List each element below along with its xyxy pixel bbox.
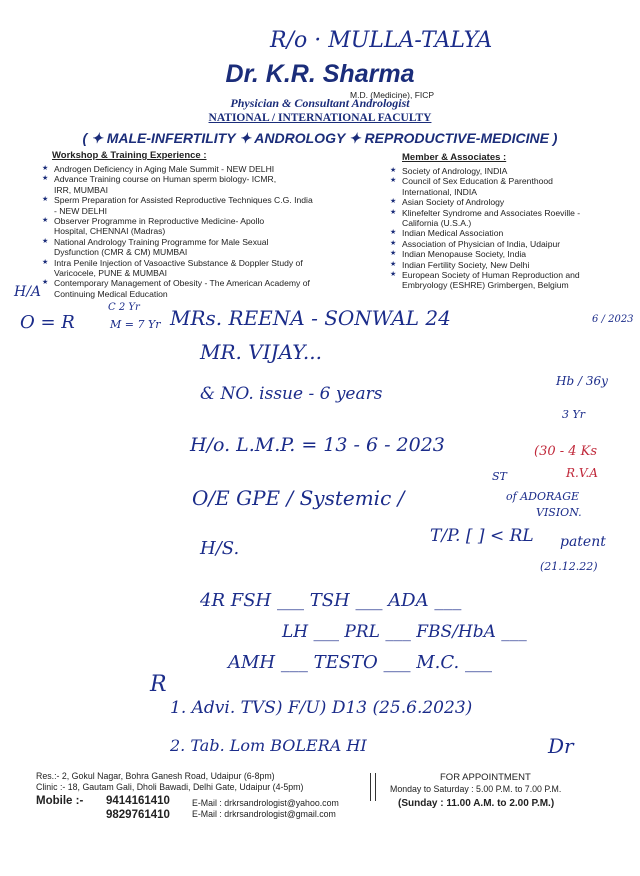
list-item: ★ Sperm Preparation for Assisted Reproductive Techniques C.G. India - NEW DELHI [42, 195, 314, 216]
handwritten-residence: R/o · MULLA-TALYA [270, 28, 493, 53]
handwritten-hs: H/S. [200, 538, 240, 559]
footer-email2: E-Mail : drkrsandrologist@gmail.com [192, 809, 336, 819]
memberships-section [402, 152, 632, 291]
specialties-banner: ( ✦ MALE-INFERTILITY ✦ ANDROLOGY ✦ REPRODUCTIVE-MEDICINE ) [82, 130, 558, 146]
handwritten-ofr: O = R [20, 312, 75, 333]
list-item: ★ Advance Training course on Human sperm biology- ICMR, IRR, MUMBAI [42, 174, 284, 195]
doctor-role: Physician & Consultant Andrologist [230, 96, 410, 110]
handwritten-hia: H/A [14, 284, 42, 300]
list-item: ★ National Andrology Training Programme for Male Sexual Dysfunction (CMR & CM) MUMBAI [42, 237, 314, 258]
list-item: ★ Asian Society of Andrology [390, 197, 632, 207]
handwritten-tab: 2. Tab. Lom BOLERA HI [170, 736, 367, 755]
handwritten-lmp: H/o. L.M.P. = 13 - 6 - 2023 [190, 434, 445, 456]
memberships-list [390, 166, 632, 291]
list-item: ★ Intra Penile Injection of Vasoactive Substance & Doppler Study of Varicocele, PUNE & MUMBAI [42, 258, 324, 279]
memberships-heading: Member & Associates : [402, 152, 507, 163]
doctor-name: Dr. K.R. Sharma [225, 60, 415, 88]
handwritten-signature: Dr [548, 734, 574, 758]
handwritten-rx: R [150, 672, 167, 697]
workshops-list [42, 164, 372, 299]
handwritten-hb2: 3 Yr [562, 408, 586, 421]
footer-email1: E-Mail : drkrsandrologist@yahoo.com [192, 798, 339, 808]
appointment-sunday: (Sunday : 11.00 A.M. to 2.00 P.M.) [398, 798, 555, 809]
handwritten-tpt: T/P. [ ] < RL [430, 526, 534, 546]
list-item: ★ Indian Menopause Society, India [390, 249, 632, 259]
list-item: ★ Contemporary Management of Obesity - The American Academy of Continuing Medical Education [42, 278, 314, 299]
handwritten-date1: 6 / 2023 [592, 314, 634, 325]
handwritten-complaint: & NO. issue - 6 years [200, 384, 383, 404]
list-item: ★ Indian Medical Association [390, 228, 632, 238]
handwritten-hb: Hb / 36y [556, 374, 608, 388]
appointment-heading: FOR APPOINTMENT [440, 772, 531, 783]
list-item: ★ Observer Programme in Reproductive Medicine- Apollo Hospital, CHENNAI (Madras) [42, 216, 284, 237]
workshops-heading: Workshop & Training Experience : [52, 150, 207, 161]
footer-mobile1: 9414161410 [106, 795, 170, 807]
handwritten-adorage: of ADORAGE [506, 490, 580, 503]
handwritten-lh: LH ___ PRL ___ FBS/HbA ___ [282, 622, 527, 642]
list-item: ★ Society of Andrology, INDIA [390, 166, 632, 176]
handwritten-vision: VISION. [536, 506, 582, 519]
handwritten-m: M = 7 Yr [110, 318, 161, 331]
handwritten-patient: MRs. REENA - SONWAL 24 [170, 306, 451, 330]
handwritten-cycle: (30 - 4 Ks [534, 444, 598, 459]
handwritten-oe: O/E GPE / Systemic / [192, 486, 405, 510]
footer-mobile-label: Mobile :- [36, 795, 84, 807]
workshops-section [52, 150, 372, 299]
appointment-weekdays: Monday to Saturday : 5.00 P.M. to 7.00 P.M. [390, 784, 562, 794]
faculty-line: NATIONAL / INTERNATIONAL FACULTY [208, 112, 432, 124]
doctor-degrees: M.D. (Medicine), FICP [350, 90, 435, 100]
list-item: ★ Council of Sex Education & Parenthood International, INDIA [390, 176, 572, 197]
footer-mobile2: 9829761410 [106, 809, 170, 821]
handwritten-rva: R.V.A [566, 466, 598, 480]
list-item: ★ Androgen Deficiency in Aging Male Summit - NEW DELHI [42, 164, 372, 174]
list-item: ★ Association of Physician of India, Udaipur [390, 239, 632, 249]
handwritten-amh: AMH ___ TESTO ___ M.C. ___ [228, 652, 492, 673]
handwritten-c2: C 2 Yr [108, 302, 140, 313]
handwritten-patent: patent [560, 534, 606, 550]
handwritten-pdate: (21.12.22) [540, 560, 598, 573]
footer-divider [370, 773, 376, 801]
handwritten-st: ST [492, 470, 507, 483]
handwritten-fsh: 4R FSH ___ TSH ___ ADA ___ [200, 590, 462, 611]
list-item: ★ Klinefelter Syndrome and Associates Roeville - California (U.S.A.) [390, 208, 582, 229]
handwritten-husband: MR. VIJAY... [200, 340, 322, 364]
list-item: ★ European Society of Human Reproduction and Embryology (ESHRE) Grimbergen, Belgium [390, 270, 622, 291]
footer-clinic: Clinic :- 18, Gautam Gali, Dholi Bawadi, Delhi Gate, Udaipur (4-5pm) [36, 782, 304, 792]
handwritten-advise: 1. Advi. TVS) F/U) D13 (25.6.2023) [170, 698, 473, 718]
footer-residence: Res.:- 2, Gokul Nagar, Bohra Ganesh Road, Udaipur (6-8pm) [36, 771, 275, 781]
list-item: ★ Indian Fertility Society, New Delhi [390, 260, 632, 270]
